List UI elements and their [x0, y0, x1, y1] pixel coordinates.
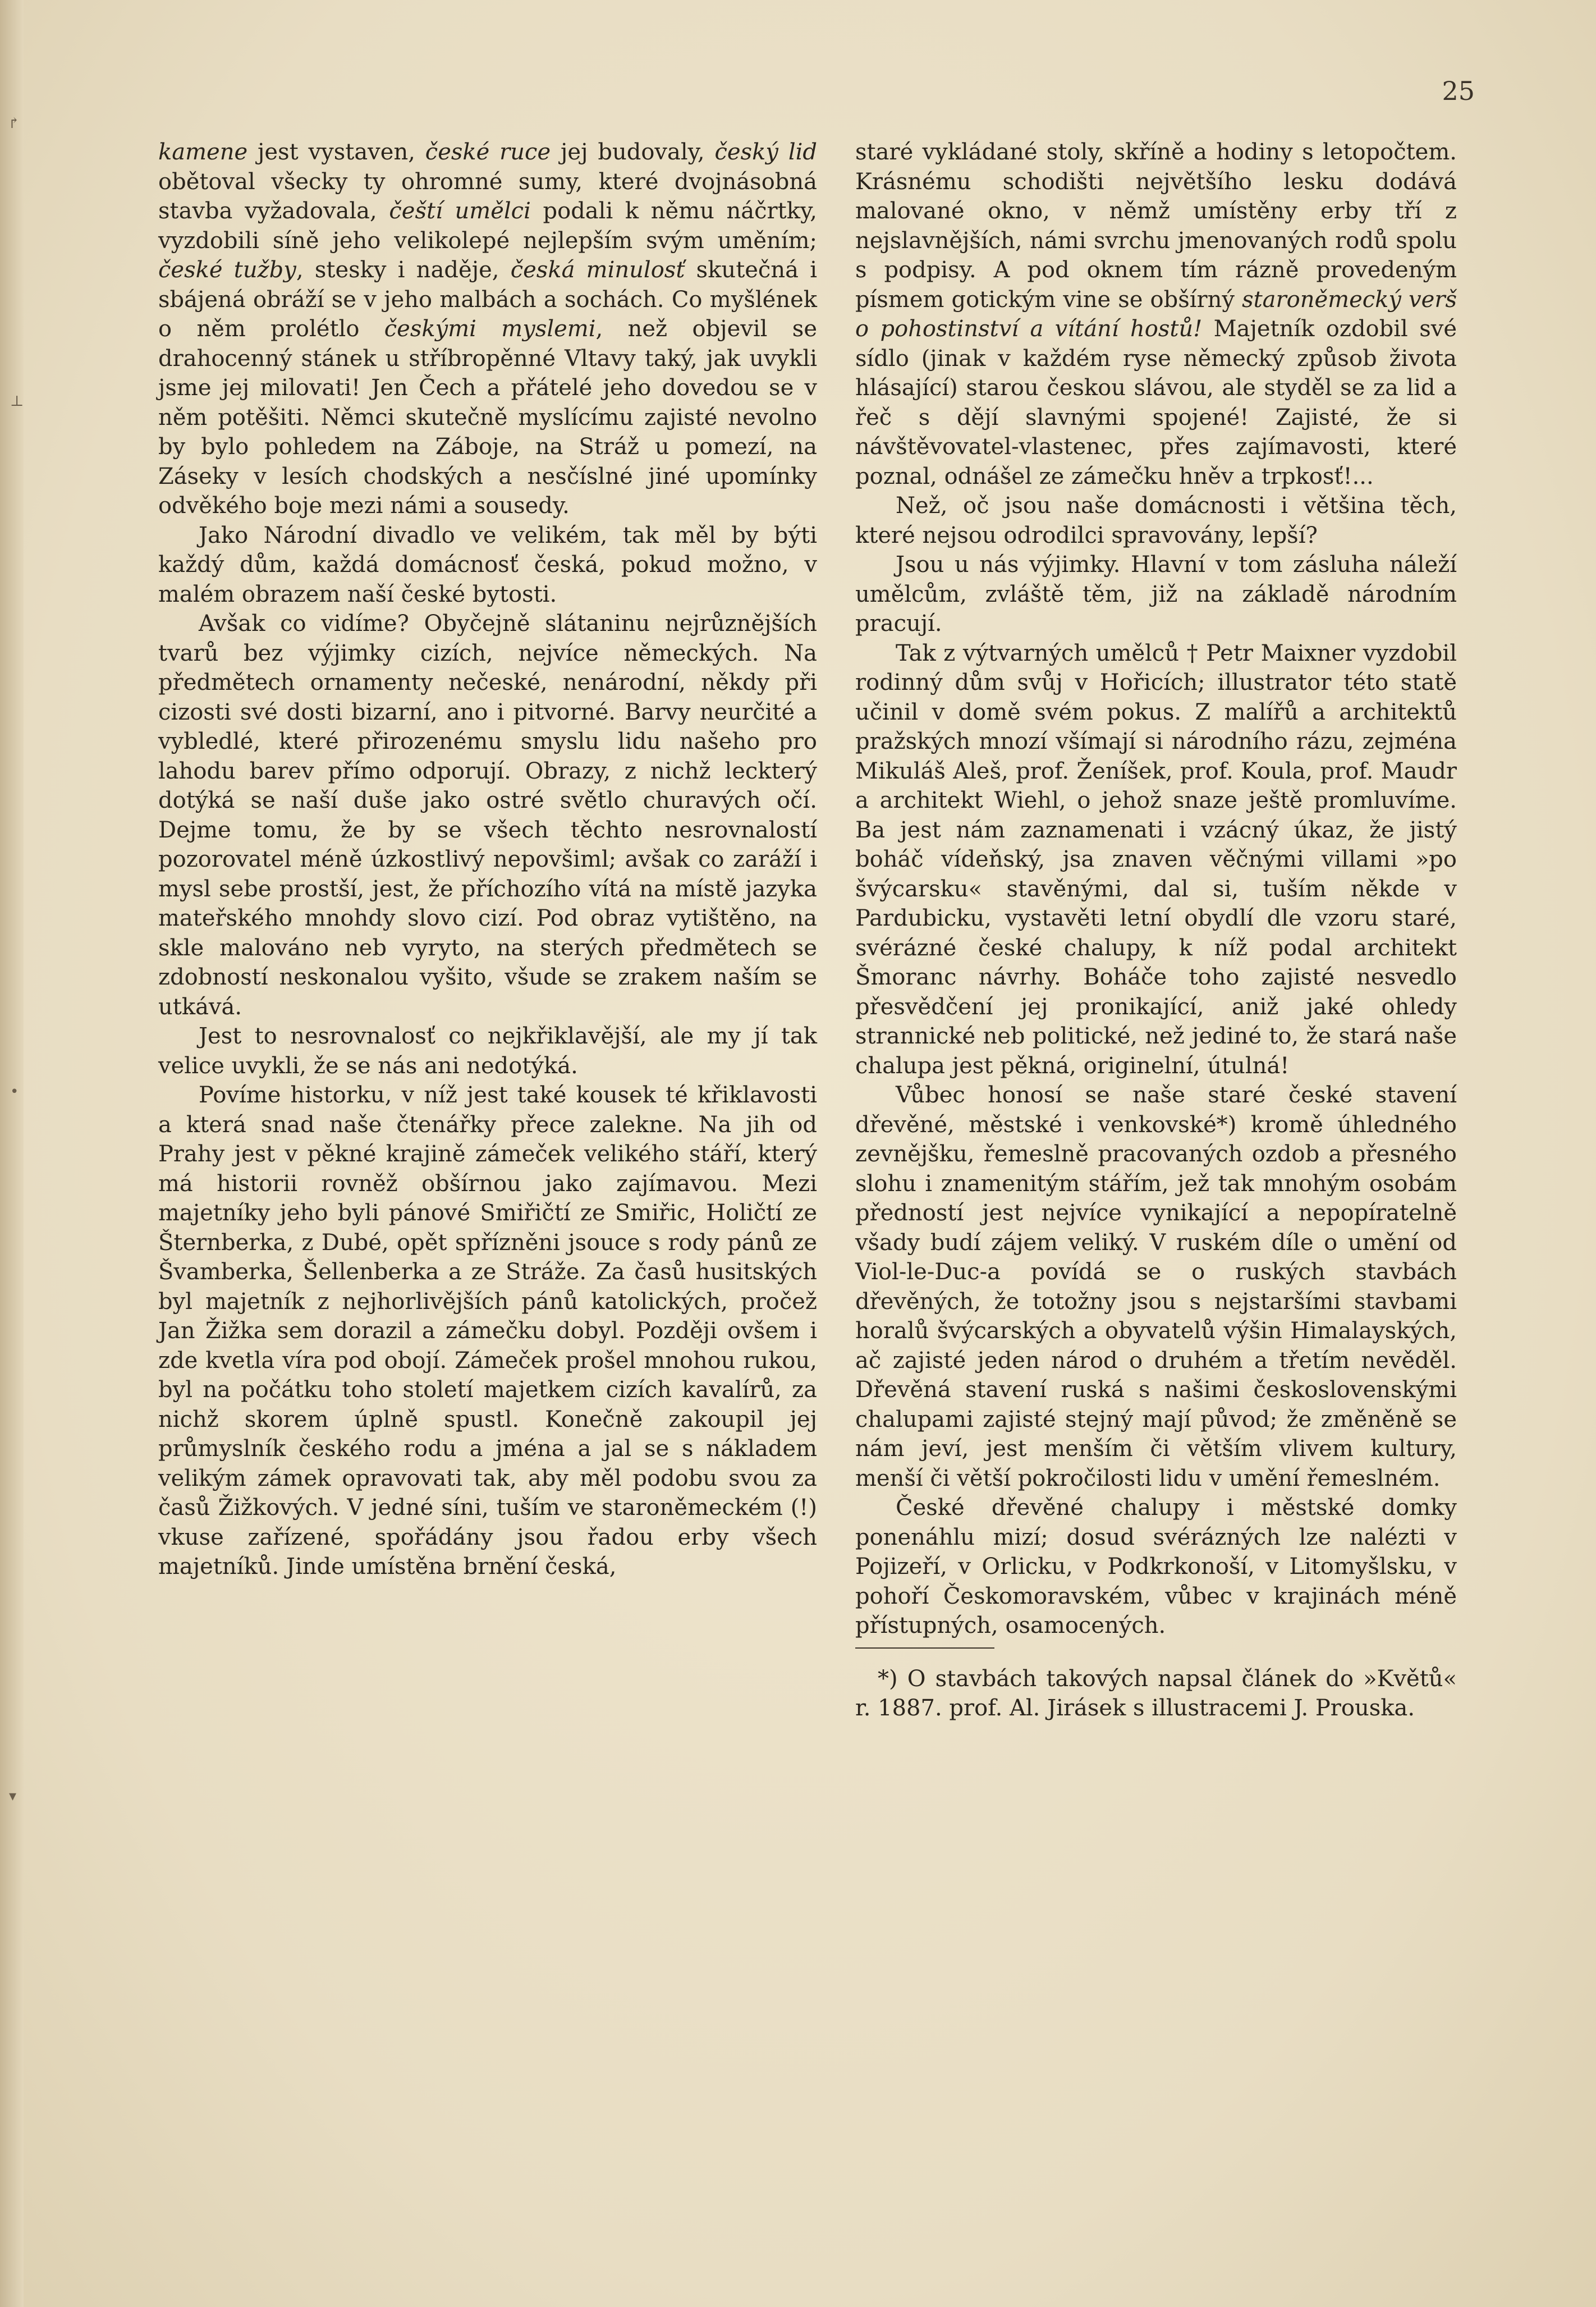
margin-mark: ↱ — [8, 115, 20, 132]
paragraph — [158, 1022, 817, 1081]
italic-text: kamene — [158, 139, 248, 165]
paragraph — [855, 639, 1457, 1081]
footnote: *) O stavbách takových napsal článek do »Květů« r. 1887. prof. Al. Jirásek s illustracemi J. Prouska. — [855, 1665, 1457, 1721]
paragraph — [855, 550, 1457, 639]
page-binding-edge — [0, 0, 24, 2307]
paragraph — [158, 1081, 817, 1582]
text-run: jest vystaven, — [247, 139, 425, 165]
text-run: , stesky i naděje, — [296, 257, 511, 283]
margin-mark: • — [10, 1083, 19, 1100]
italic-text: staroněmecký verš o pohostinství a vítání hostů! — [855, 286, 1457, 342]
text-run: obětoval všecky ty ohromné sumy, které dvojnásobná stavba vyžadovala, — [158, 168, 817, 224]
paragraph — [855, 1081, 1457, 1493]
text-run: Jsou u nás výjimky. Hlavní v tom zásluha náleží umělcům, zvláště těm, již na základě národním pracují. — [855, 552, 1457, 637]
left-text-column — [158, 138, 817, 1582]
text-run: staré vykládané stoly, skříně a hodiny s letopočtem. Krásnému schodišti největšího lesku dodává malované okno, v němž umístěny erby tří z nejslavnějších, námi svrchu jmenovaných rodů spolu s podpisy. A pod oknem tím rázně provedeným písmem gotickým vine se obšírný — [855, 139, 1457, 313]
paragraph — [855, 1493, 1457, 1641]
right-column-body — [855, 138, 1457, 1641]
text-run: Povíme historku, v níž jest také kousek té křiklavosti a která snad naše čtenářky přece zalekne. Na jih od Prahy jest v pěkné krajině zámeček velikého stáří, který má historii rovněž obšírnou jako zajímavou. Mezi majetníky jeho byli pánové Smiřičtí ze Smiřic, Holičtí ze Šternberka, z Dubé, opět spřízněni jsouce s rody pánů ze Švamberka, Šellenberka a ze Stráže. Za časů husitských byl majetník z nejhorlivějších pánů katolických, pročež Jan Žižka sem dorazil a zámečku dobyl. Později ovšem i zde kvetla víra pod obojí. Zámeček prošel mnohou rukou, byl na počátku toho století majetkem cizích kavalírů, za nichž skorem úplně spustl. Konečně zakoupil jej průmyslník českého rodu a jména a jal se s nákladem velikým zámek opravovati tak, aby měl podobu svou za časů Žižkových. V jedné síni, tuším ve staroněmeckém (!) vkuse zařízené, spořádány jsou řadou erby všech majetníků. Jinde umístěna brnění česká, — [158, 1082, 817, 1580]
paragraph — [855, 138, 1457, 491]
text-run: Majetník ozdobil své sídlo (jinak v každém ryse německý způsob života hlásající) starou českou slávou, ale styděl se za lid a řeč s dějí slavnými spojené! Zajisté, že si návštěvovatel-vlastenec, přes zajímavosti, které poznal, odnášel ze zámečku hněv a trpkosť!... — [855, 316, 1457, 489]
margin-mark: ▾ — [9, 1788, 17, 1805]
text-run: Jest to nesrovnalosť co nejkřiklavější, ale my jí tak velice uvykli, že se nás ani nedotýká. — [158, 1023, 817, 1079]
italic-text: české ruce — [425, 139, 551, 165]
page-number: 25 — [1442, 76, 1475, 106]
paragraph — [158, 609, 817, 1022]
italic-text: český lid — [714, 139, 818, 165]
paragraph — [855, 491, 1457, 550]
right-text-column — [855, 138, 1457, 1723]
paragraph — [158, 521, 817, 610]
text-run: podali k němu náčrtky, vyzdobili síně jeho velikolepé nejlepším svým uměním; — [158, 198, 817, 254]
text-run: Tak z výtvarných umělců † Petr Maixner vyzdobil rodinný dům svůj v Hořicích; illustrator této statě učinil v domě svém pokus. Z malířů a architektů pražských mnozí všímají si národního rázu, zejména Mikuláš Aleš, prof. Ženíšek, prof. Koula, prof. Maudr a architekt Wiehl, o jehož snaze ještě promluvíme. Ba jest nám zaznamenati i vzácný úkaz, že jistý boháč vídeňský, jsa znaven věčnými villami »po švýcarsku« stavěnými, dal si, tuším někde v Pardubicku, vystavěti letní obydlí dle vzoru staré, svérázné české chalupy, k níž podal architekt Šmoranc návrhy. Boháče toho zajisté nesvedlo přesvědčení jej pronikající, aniž jaké ohledy strannické neb politické, než jediné to, že stará naše chalupa jest pěkná, originelní, útulná! — [855, 640, 1457, 1079]
text-run: Než, oč jsou naše domácnosti i většina těch, které nejsou odrodilci spravovány, lepší? — [855, 493, 1457, 548]
text-run: Avšak co vidíme? Obyčejně slátaninu nejrůznějších tvarů bez výjimky cizích, nejvíce německých. Na předmětech ornamenty nečeské, nenárodní, někdy při cizosti své dosti bizarní, ano i pitvorné. Barvy neurčité a vybledlé, které přirozenému smyslu lidu našeho pro lahodu barev přímo odporují. Obrazy, z nichž leckterý dotýká se naší duše jako ostré světlo churavých očí. Dejme tomu, že by se všech těchto nesrovnalostí pozorovatel méně úzkostlivý nepovšiml; avšak co zaráží i mysl sebe prostší, jest, že příchozího vítá na místě jazyka mateřského mnohdy slovo cizí. Pod obraz vytištěno, na skle malováno neb vyryto, na sterých předmětech se zdobností neskonalou vyšito, všude se zrakem naším se utkává. — [158, 611, 817, 1020]
italic-text: českými myslemi — [384, 316, 596, 342]
margin-mark: ⊥ — [10, 393, 24, 410]
text-run: , než objevil se drahocenný stánek u stříbropěnné Vltavy taký, jak uvykli jsme jej milovati! Jen Čech a přátelé jeho dovedou se v něm potěšiti. Němci skutečně myslícímu zajisté nevolno by bylo pohledem na Záboje, na Stráž u pomezí, na Záseky v lesích chodských a nesčíslné jiné upomínky odvěkého boje mezi námi a sousedy. — [158, 316, 818, 519]
italic-text: čeští umělci — [389, 198, 531, 224]
text-run: skutečná i sbájená obráží se v jeho malbách a sochách. Co myšlének o něm prolétlo — [158, 257, 817, 342]
text-run: České dřevěné chalupy i městské domky ponenáhlu mizí; dosud svérázných lze nalézti v Pojizeří, v Orlicku, v Podkrkonoší, v Litomyšlsku, v pohoří Českomoravském, vůbec v krajinách méně přístupných, osamocených. — [855, 1495, 1457, 1638]
footnote-separator — [855, 1647, 994, 1649]
text-run: jej budovaly, — [551, 139, 715, 165]
paragraph — [158, 138, 817, 521]
italic-text: české tužby — [158, 257, 296, 283]
italic-text: česká minulosť — [510, 257, 685, 283]
text-run: Vůbec honosí se naše staré české stavení dřevěné, městské i venkovské*) kromě úhledného zevnějšku, řemeslně pracovaných ozdob a přesného slohu i znamenitým stářím, jež tak mnohým osobám předností jest nejvíce vynikající a nepopíratelně všady budí zájem veliký. V ruském díle o umění od Viol-le-Duc-a povídá se o ruských stavbách dřevěných, že totožny jsou s nejstaršími stavbami horalů švýcarských a obyvatelů výšin Himalayských, ač zajisté jeden národ o druhém a třetím nevěděl. Dřevěná stavení ruská s našimi československými chalupami zajisté stejný mají původ; že změněně se nám jeví, jest menším či větším vlivem kultury, menší či větší pokročilosti lidu v umění řemeslném. — [855, 1082, 1457, 1491]
text-run: Jako Národní divadlo ve velikém, tak měl by býti každý dům, každá domácnosť česká, pokud možno, v malém obrazem naší české bytosti. — [158, 522, 817, 607]
